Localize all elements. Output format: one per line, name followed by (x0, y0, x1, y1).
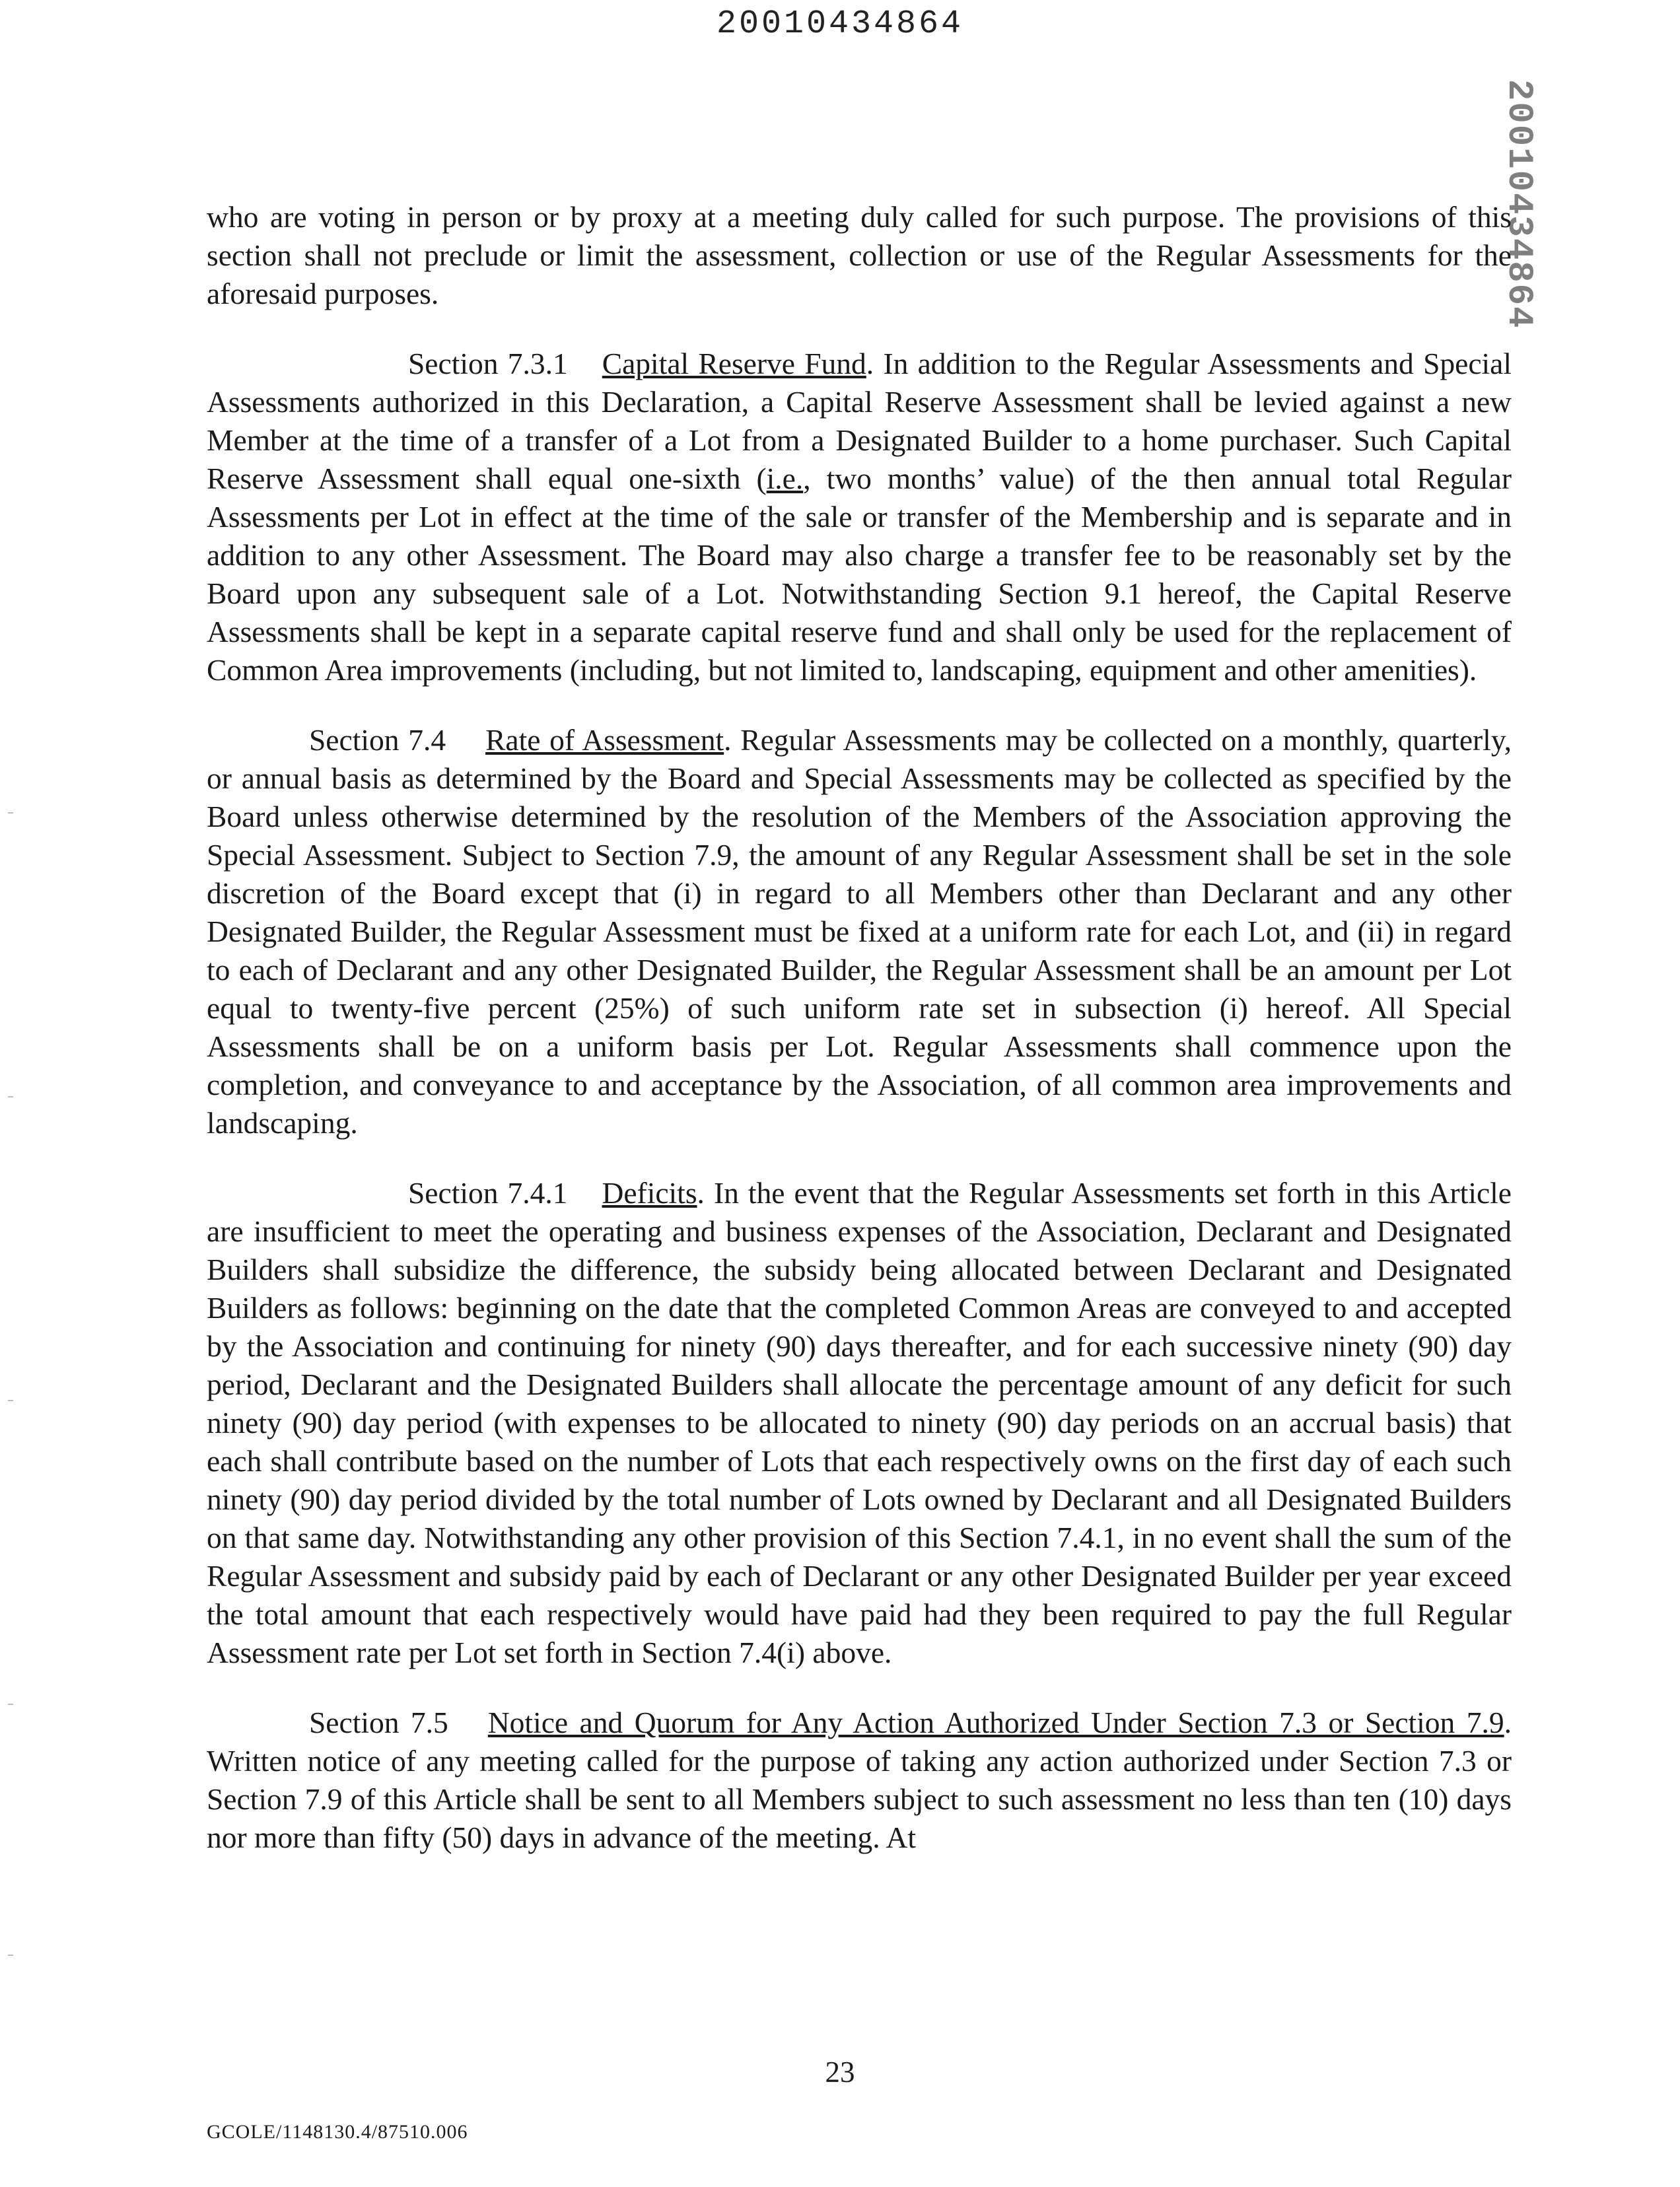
section-label: Section 7.5 (309, 1706, 448, 1739)
section-label: Section 7.4 (309, 723, 446, 757)
paragraph-text: who are voting in person or by proxy at a meeting duly called for such purpose. The provisions of this section shall not preclude or limit the assessment, collection or use of the Regular Assessments for the aforesaid purposes. (207, 200, 1512, 310)
footer-document-id: GCOLE/1148130.4/87510.006 (207, 2121, 468, 2143)
section-text: . Written notice of any meeting called for the purpose of taking any action authorized under Section 7.3 or Section 7.9 of this Article shall be sent to all Members subject to such assessment no less than ten (10) days nor more than fifty (50) days in advance of the meeting. At (207, 1706, 1512, 1854)
section-7-5 (207, 1704, 1512, 1857)
margin-mark (8, 1955, 13, 1956)
section-7-3-1 (207, 345, 1512, 689)
section-text-underlined: i.e. (766, 462, 804, 495)
side-stamp: 20010434864 (1498, 79, 1539, 330)
section-title: Notice and Quorum for Any Action Authorized Under Section 7.3 or Section 7.9 (487, 1706, 1504, 1739)
section-title: Rate of Assessment (485, 723, 724, 757)
section-text: . In the event that the Regular Assessments set forth in this Article are insufficient to meet the operating and business expenses of the Association, Declarant and Designated Builders shall subsidize the difference, the subsidy being allocated between Declarant and Designated Builders as follows: beginning on the date that the completed Common Areas are conveyed to and accepted by the Association and continuing for ninety (90) days thereafter, and for each successive ninety (90) day period, Declarant and the Designated Builders shall allocate the percentage amount of any deficit for such ninety (90) day period (with expenses to be allocated to ninety (90) day periods on an accrual basis) that each shall contribute based on the number of Lots that each respectively owns on the first day of each such ninety (90) day period divided by the total number of Lots owned by Declarant and all Designated Builders on that same day. Notwithstanding any other provision of this Section 7.4.1, in no event shall the sum of the Regular Assessment and subsidy paid by each of Declarant or any other Designated Builder per year exceed the total amount that each respectively would have paid had they been required to pay the full Regular Assessment rate per Lot set forth in Section 7.4(i) above. (207, 1176, 1512, 1669)
section-text: . In addition to the Regular Assessments and Special Assessments authorized in this Declaration, a Capital Reserve Assessment shall be levied against a new Member at the time of a transfer of a Lot from a Designated Builder to a home purchaser. Such Capital Reserve Assessment shall equal one-sixth ( (207, 347, 1512, 495)
section-text: . Regular Assessments may be collected on a monthly, quarterly, or annual basis as determined by the Board and Special Assessments may be collected as specified by the Board unless otherwise determined by the resolution of the Members of the Association approving the Special Assessment. Subject to Section 7.9, the amount of any Regular Assessment shall be set in the sole discretion of the Board except that (i) in regard to all Members other than Declarant and any other Designated Builder, the Regular Assessment must be fixed at a uniform rate for each Lot, and (ii) in regard to each of Declarant and any other Designated Builder, the Regular Assessment shall be an amount per Lot equal to twenty-five percent (25%) of such uniform rate set in subsection (i) hereof. All Special Assessments shall be on a uniform basis per Lot. Regular Assessments shall commence upon the completion, and conveyance to and acceptance by the Association, of all common area improvements and landscaping. (207, 723, 1512, 1140)
margin-mark (8, 812, 13, 814)
document-number: 20010434864 (716, 5, 964, 43)
paragraph-continuation (207, 198, 1512, 313)
section-title: Capital Reserve Fund (602, 347, 866, 380)
margin-mark (8, 1704, 13, 1705)
section-label: Section 7.4.1 (408, 1176, 568, 1210)
document-body (207, 198, 1512, 1889)
section-text: , two months’ value) of the then annual total Regular Assessments per Lot in effect at the time of the sale or transfer of the Membership and is separate and in addition to any other Assessment. The Board may also charge a transfer fee to be reasonably set by the Board upon any subsequent sale of a Lot. Notwithstanding Section 9.1 hereof, the Capital Reserve Assessments shall be kept in a separate capital reserve fund and shall only be used for the replacement of Common Area improvements (including, but not limited to, landscaping, equipment and other amenities). (207, 462, 1512, 687)
margin-mark (8, 1400, 13, 1401)
page-number: 23 (825, 2056, 855, 2089)
section-7-4 (207, 721, 1512, 1142)
margin-mark (8, 1096, 13, 1097)
section-title: Deficits (602, 1176, 697, 1210)
section-7-4-1 (207, 1174, 1512, 1672)
section-label: Section 7.3.1 (408, 347, 568, 380)
